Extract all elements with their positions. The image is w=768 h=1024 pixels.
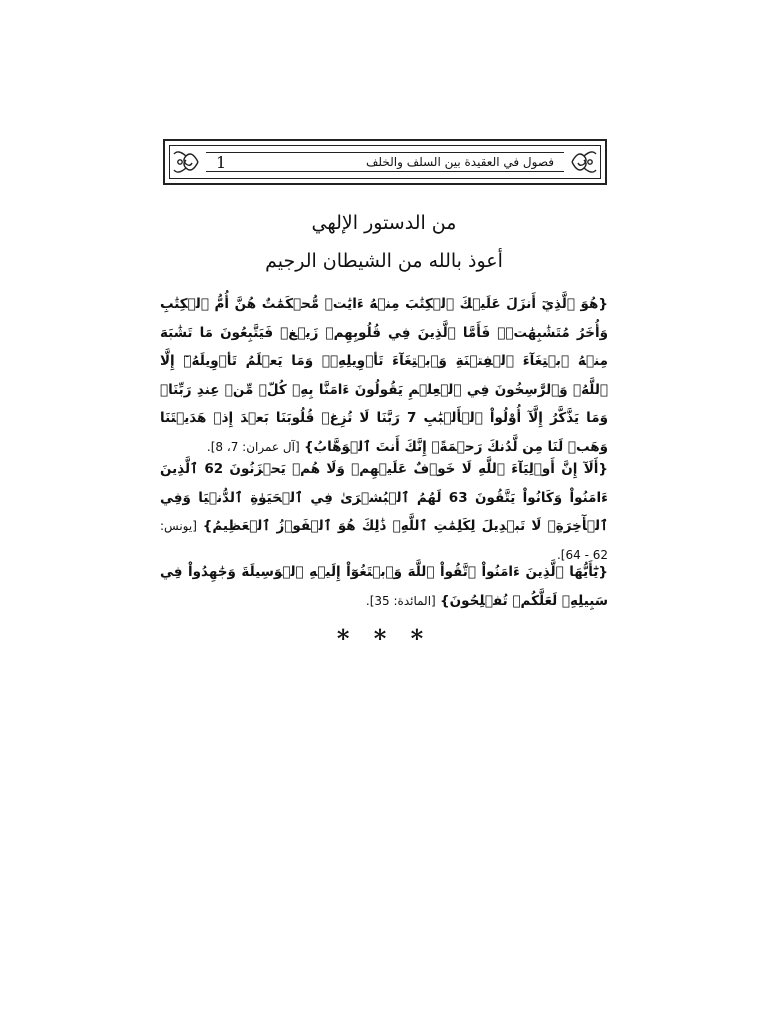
quran-passage-1	[160, 290, 608, 461]
verse-reference: [المائدة: 35].	[365, 593, 436, 608]
verse-text: {هُوَ ٱلَّذِيٓ أَنزَلَ عَلَيۡكَ ٱلۡكِتَٰبَ مِنۡهُ ءَايَٰتٞ مُّحۡكَمَٰتٌ هُنَّ أُمُّ ٱلۡكِتَٰبِ وَأُخَرُ مُتَشَٰبِهَٰتٞۖ فَأَمَّا ٱلَّذِينَ فِي قُلُوبِهِمۡ زَيۡغٞ فَيَتَّبِعُونَ مَا تَشَٰبَهَ مِنۡهُ ٱبۡتِغَآءَ ٱلۡفِتۡنَةِ وَٱبۡتِغَآءَ تَأۡوِيلِهِۦۖ وَمَا يَعۡلَمُ تَأۡوِيلَهُۥٓ إِلَّا ٱللَّهُۗ وَٱلرَّٰسِخُونَ فِي ٱلۡعِلۡمِ يَقُولُونَ ءَامَنَّا بِهِۦ كُلّٞ مِّنۡ عِندِ رَبِّنَاۗ وَمَا يَذَّكَّرُ إِلَّآ أُوْلُواْ ٱلۡأَلۡبَٰبِ 7 رَبَّنَا لَا تُزِغۡ قُلُوبَنَا بَعۡدَ إِذۡ هَدَيۡتَنَا وَهَبۡ لَنَا مِن لَّدُنكَ رَحۡمَةًۚ إِنَّكَ أَنتَ ٱلۡوَهَّابُ}	[160, 296, 608, 455]
ornament-left-icon	[170, 146, 204, 178]
verse-text: {يَٰٓأَيُّهَا ٱلَّذِينَ ءَامَنُواْ ٱتَّقُواْ ٱللَّهَ وَٱبۡتَغُوٓاْ إِلَيۡهِ ٱلۡوَسِيلَةَ وَجَٰهِدُواْ فِي سَبِيلِهِۦ لَعَلَّكُمۡ تُفۡلِحُونَ}	[160, 564, 608, 609]
page-number: 1	[216, 152, 227, 172]
isti-adha-line: أعوذ بالله من الشيطان الرجيم	[265, 250, 503, 272]
quran-passage-3	[160, 558, 608, 615]
verse-reference: [آل عمران: 7، 8].	[206, 439, 300, 454]
header-inner-border	[169, 145, 601, 179]
verse-reference: [يونس: 62 - 64].	[160, 519, 608, 562]
header-band	[206, 152, 564, 172]
running-header	[163, 139, 607, 185]
section-separator: * * *	[336, 624, 432, 653]
running-title: فصول في العقيدة بين السلف والخلف	[365, 155, 554, 169]
quran-passage-2	[160, 455, 608, 569]
verse-text: {أَلَآ إِنَّ أَوۡلِيَآءَ ٱللَّهِ لَا خَوۡفٌ عَلَيۡهِمۡ وَلَا هُمۡ يَحۡزَنُونَ 62 ٱلَّذِينَ ءَامَنُواْ وَكَانُواْ يَتَّقُونَ 63 لَهُمُ ٱلۡبُشۡرَىٰ فِي ٱلۡحَيَوٰةِ ٱلدُّنۡيَا وَفِي ٱلۡأٓخِرَةِۚ لَا تَبۡدِيلَ لِكَلِمَٰتِ ٱللَّهِۚ ذَٰلِكَ هُوَ ٱلۡفَوۡزُ ٱلۡعَظِيمُ}	[160, 461, 609, 534]
ornament-right-icon	[566, 146, 600, 178]
chapter-heading: من الدستور الإلهي	[311, 212, 457, 234]
